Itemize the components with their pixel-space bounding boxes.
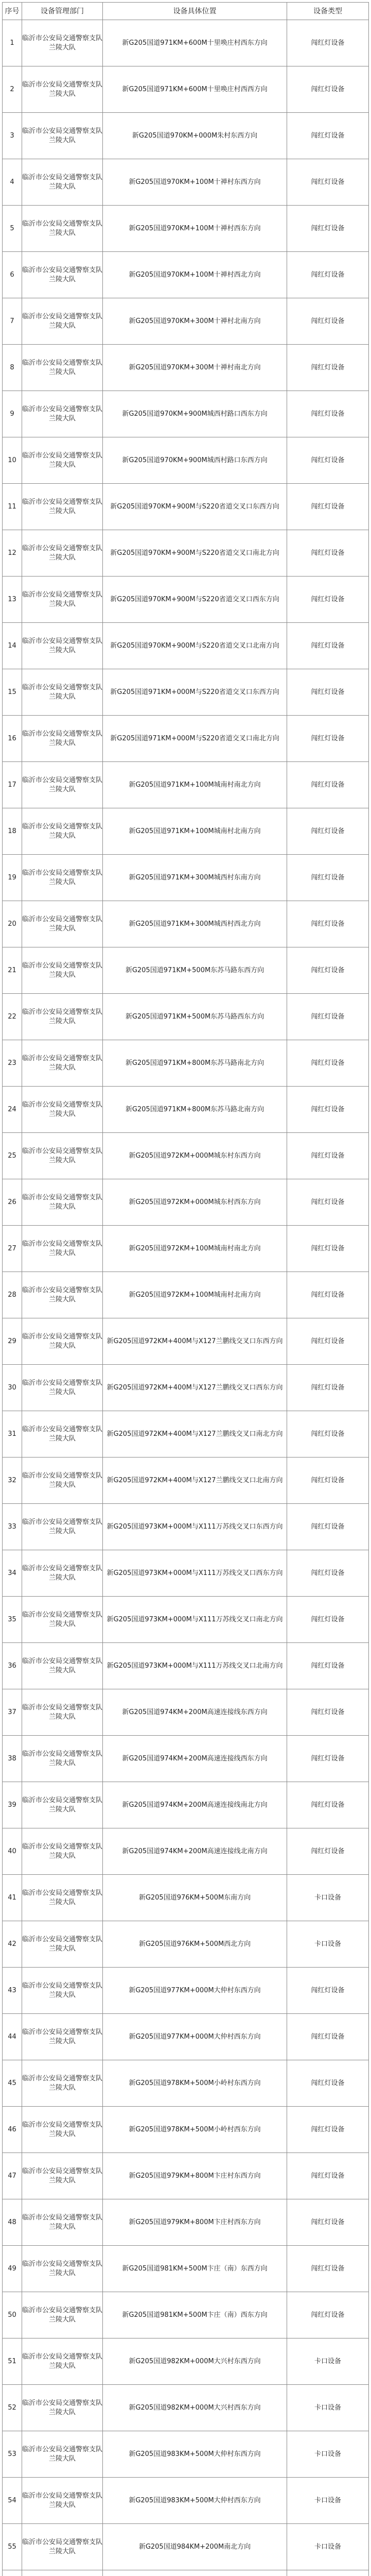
- table-row: [3, 1689, 369, 1736]
- row-location: 新G205国道970KM+900M与S220省道交叉口西东方向: [103, 577, 287, 623]
- row-location: 新G205国道971KM+100M城南村北南方向: [103, 808, 287, 855]
- table-row: [3, 2385, 369, 2431]
- row-dept: 临沂市公安局交通警察支队兰陵大队: [22, 345, 103, 391]
- row-dept: 临沂市公安局交通警察支队兰陵大队: [22, 2292, 103, 2338]
- table-row: [3, 1736, 369, 1782]
- row-dept: 临沂市公安局交通警察支队兰陵大队: [22, 808, 103, 855]
- row-type: 闯红灯设备: [287, 1318, 369, 1365]
- row-no: 24: [3, 1087, 22, 1133]
- table-row: [3, 1921, 369, 1968]
- row-type: 闯红灯设备: [287, 669, 369, 716]
- row-type: 卡口设备: [287, 1875, 369, 1921]
- table-row: [3, 994, 369, 1040]
- row-no: 1: [3, 20, 22, 66]
- table-row: [3, 855, 369, 901]
- row-no: 4: [3, 159, 22, 206]
- table-row: [3, 1411, 369, 1458]
- table-row: [3, 2014, 369, 2060]
- row-location: 新G205国道972KM+100M城南村北南方向: [103, 1272, 287, 1318]
- row-dept: 临沂市公安局交通警察支队兰陵大队: [22, 20, 103, 66]
- row-no: 48: [3, 2199, 22, 2246]
- row-dept: 临沂市公安局交通警察支队兰陵大队: [22, 716, 103, 762]
- row-location: 新G205国道972KM+000M城东村东西方向: [103, 1133, 287, 1179]
- row-location: 新G205国道970KM+300M十禅村北南方向: [103, 298, 287, 345]
- row-location: 新G205国道983KM+500M大仲村西东方向: [103, 2478, 287, 2524]
- row-no: 38: [3, 1736, 22, 1782]
- row-no: 26: [3, 1179, 22, 1226]
- row-no: 50: [3, 2292, 22, 2338]
- row-type: 卡口设备: [287, 2338, 369, 2385]
- row-type: 闯红灯设备: [287, 2107, 369, 2153]
- row-no: 34: [3, 1550, 22, 1597]
- row-location: 新G205国道981KM+500M卞庄（南）西东方向: [103, 2292, 287, 2338]
- row-no: 35: [3, 1597, 22, 1643]
- row-dept: 临沂市公安局交通警察支队兰陵大队: [22, 2478, 103, 2524]
- row-no: 30: [3, 1365, 22, 1411]
- row-no: 5: [3, 206, 22, 252]
- row-dept: 临沂市公安局交通警察支队兰陵大队: [22, 159, 103, 206]
- row-no: 6: [3, 252, 22, 298]
- row-dept: 临沂市公安局交通警察支队兰陵大队: [22, 1179, 103, 1226]
- row-no: 39: [3, 1782, 22, 1828]
- row-location: 新G205国道970KM+300M十禅村南北方向: [103, 345, 287, 391]
- row-dept: 临沂市公安局交通警察支队兰陵大队: [22, 1921, 103, 1968]
- row-type: 闯红灯设备: [287, 1643, 369, 1689]
- row-dept: 临沂市公安局交通警察支队兰陵大队: [22, 113, 103, 159]
- row-dept: 临沂市公安局交通警察支队兰陵大队: [22, 994, 103, 1040]
- row-dept: 临沂市公安局交通警察支队兰陵大队: [22, 1318, 103, 1365]
- table-row: [3, 623, 369, 669]
- row-dept: 临沂市公安局交通警察支队兰陵大队: [22, 1411, 103, 1458]
- row-location: 新G205国道971KM+100M城南村南北方向: [103, 762, 287, 808]
- row-type: 闯红灯设备: [287, 1226, 369, 1272]
- row-no: 10: [3, 437, 22, 484]
- table-row: [3, 1272, 369, 1318]
- row-location: 新G205国道981KM+500M卞庄（南）东西方向: [103, 2246, 287, 2292]
- table-row: [3, 1504, 369, 1550]
- row-dept: 临沂市公安局交通警察支队兰陵大队: [22, 2107, 103, 2153]
- table-row: [3, 808, 369, 855]
- row-no: 9: [3, 391, 22, 437]
- row-dept: 临沂市公安局交通警察支队兰陵大队: [22, 2153, 103, 2199]
- table-row: [3, 345, 369, 391]
- table-row: [3, 1133, 369, 1179]
- row-no: 19: [3, 855, 22, 901]
- row-type: 闯红灯设备: [287, 1504, 369, 1550]
- row-type: 闯红灯设备: [287, 1782, 369, 1828]
- row-type: 闯红灯设备: [287, 1597, 369, 1643]
- row-dept: 临沂市公安局交通警察支队兰陵大队: [22, 855, 103, 901]
- table-row: [3, 1597, 369, 1643]
- device-table: [2, 2, 369, 2576]
- row-location: 新G205国道984KM+200M南北方向: [103, 2524, 287, 2570]
- table-row: [3, 2431, 369, 2478]
- row-type: 闯红灯设备: [287, 159, 369, 206]
- row-type: 闯红灯设备: [287, 391, 369, 437]
- row-dept: 临沂市公安局交通警察支队兰陵大队: [22, 1736, 103, 1782]
- row-location: 新G205国道972KM+400M与X127兰鹏线交叉口东西方向: [103, 1318, 287, 1365]
- row-type: 闯红灯设备: [287, 1689, 369, 1736]
- row-dept: 临沂市公安局交通警察支队兰陵大队: [22, 2246, 103, 2292]
- row-no: 11: [3, 484, 22, 530]
- row-dept: 临沂市公安局交通警察支队兰陵大队: [22, 1504, 103, 1550]
- header-location: 设备具体位置: [103, 3, 287, 20]
- row-location: 新G205国道973KM+000M与X111万苏线交叉口西东方向: [103, 1550, 287, 1597]
- row-no: 20: [3, 901, 22, 947]
- row-location: 新G205国道972KM+000M城东村西东方向: [103, 1179, 287, 1226]
- table-row: [3, 2060, 369, 2107]
- row-dept: 临沂市公安局交通警察支队兰陵大队: [22, 437, 103, 484]
- row-dept: 临沂市公安局交通警察支队兰陵大队: [22, 1133, 103, 1179]
- row-location: 新G205国道970KM+100M十禅村西北方向: [103, 252, 287, 298]
- row-dept: 临沂市公安局交通警察支队兰陵大队: [22, 1365, 103, 1411]
- row-no: 55: [3, 2524, 22, 2570]
- row-dept: 临沂市公安局交通警察支队兰陵大队: [22, 2199, 103, 2246]
- row-no: 32: [3, 1458, 22, 1504]
- row-dept: 临沂市公安局交通警察支队兰陵大队: [22, 252, 103, 298]
- row-type: 闯红灯设备: [287, 855, 369, 901]
- row-type: 闯红灯设备: [287, 530, 369, 577]
- row-dept: 临沂市公安局交通警察支队兰陵大队: [22, 298, 103, 345]
- table-row: [3, 113, 369, 159]
- table-row: [3, 901, 369, 947]
- device-table-body: [3, 3, 369, 2576]
- row-type: 闯红灯设备: [287, 66, 369, 113]
- row-location: 新G205国道974KM+200M高速连接线西东方向: [103, 1736, 287, 1782]
- row-dept: 临沂市公安局交通警察支队兰陵大队: [22, 2431, 103, 2478]
- row-no: 3: [3, 113, 22, 159]
- row-type: 闯红灯设备: [287, 2014, 369, 2060]
- row-type: 闯红灯设备: [287, 484, 369, 530]
- row-location: 新G205国道971KM+800M东苏马路南北方向: [103, 1040, 287, 1087]
- row-location: 新G205国道978KM+500M小岭村西东方向: [103, 2107, 287, 2153]
- row-type: 闯红灯设备: [287, 2199, 369, 2246]
- row-type: 闯红灯设备: [287, 947, 369, 994]
- row-no: 28: [3, 1272, 22, 1318]
- row-location: 新G205国道974KM+200M高速连接线南北方向: [103, 1782, 287, 1828]
- row-no: 23: [3, 1040, 22, 1087]
- row-no: 13: [3, 577, 22, 623]
- table-row: [3, 2338, 369, 2385]
- row-dept: 临沂市公安局交通警察支队兰陵大队: [22, 1828, 103, 1875]
- row-type: 闯红灯设备: [287, 1968, 369, 2014]
- row-dept: 临沂市公安局交通警察支队兰陵大队: [22, 2385, 103, 2431]
- row-location: 新G205国道971KM+300M城西村东南方向: [103, 855, 287, 901]
- row-dept: 临沂市公安局交通警察支队兰陵大队: [22, 391, 103, 437]
- row-location: 新G205国道971KM+600M十里唤庄村西西方向: [103, 66, 287, 113]
- row-no: 52: [3, 2385, 22, 2431]
- header-row: [3, 3, 369, 20]
- row-type: 闯红灯设备: [287, 577, 369, 623]
- row-type: 闯红灯设备: [287, 623, 369, 669]
- table-row: [3, 2199, 369, 2246]
- table-row: [3, 1365, 369, 1411]
- table-row: [3, 2524, 369, 2570]
- table-row: [3, 206, 369, 252]
- row-dept: 临沂市公安局交通警察支队兰陵大队: [22, 1597, 103, 1643]
- row-location: 新G205国道983KM+500M大仲村东西方向: [103, 2431, 287, 2478]
- row-dept: 临沂市公安局交通警察支队兰陵大队: [22, 1550, 103, 1597]
- table-row: [3, 2570, 369, 2576]
- row-type: 闯红灯设备: [287, 2246, 369, 2292]
- row-location: [103, 2570, 287, 2576]
- row-type: 闯红灯设备: [287, 1087, 369, 1133]
- row-no: 2: [3, 66, 22, 113]
- table-row: [3, 1550, 369, 1597]
- row-dept: 临沂市公安局交通警察支队兰陵大队: [22, 1040, 103, 1087]
- row-type: 卡口设备: [287, 2385, 369, 2431]
- row-dept: 临沂市公安局交通警察支队兰陵大队: [22, 1968, 103, 2014]
- row-no: 29: [3, 1318, 22, 1365]
- row-dept: 临沂市公安局交通警察支队兰陵大队: [22, 484, 103, 530]
- table-row: [3, 484, 369, 530]
- header-type: 设备类型: [287, 3, 369, 20]
- row-dept: 临沂市公安局交通警察支队兰陵大队: [22, 206, 103, 252]
- row-location: 新G205国道970KM+000M朱村东西方向: [103, 113, 287, 159]
- row-location: 新G205国道970KM+900M与S220省道交叉口东西方向: [103, 484, 287, 530]
- table-row: [3, 66, 369, 113]
- row-type: 卡口设备: [287, 2478, 369, 2524]
- table-row: [3, 1318, 369, 1365]
- row-no: 8: [3, 345, 22, 391]
- table-row: [3, 1179, 369, 1226]
- row-type: 闯红灯设备: [287, 1736, 369, 1782]
- row-location: 新G205国道977KM+000M大仲村西东方向: [103, 2014, 287, 2060]
- row-dept: 临沂市公安局交通警察支队兰陵大队: [22, 1272, 103, 1318]
- row-type: 闯红灯设备: [287, 2153, 369, 2199]
- row-location: 新G205国道971KM+500M东苏马路西东方向: [103, 994, 287, 1040]
- row-no: 51: [3, 2338, 22, 2385]
- row-type: 闯红灯设备: [287, 1550, 369, 1597]
- table-row: [3, 669, 369, 716]
- table-row: [3, 1458, 369, 1504]
- row-dept: 临沂市公安局交通警察支队兰陵大队: [22, 2524, 103, 2570]
- table-row: [3, 298, 369, 345]
- row-no: 7: [3, 298, 22, 345]
- table-row: [3, 1968, 369, 2014]
- row-type: 闯红灯设备: [287, 1040, 369, 1087]
- row-type: 闯红灯设备: [287, 901, 369, 947]
- row-location: 新G205国道972KM+400M与X127兰鹏线交叉口西东方向: [103, 1365, 287, 1411]
- row-dept: 临沂市公安局交通警察支队兰陵大队: [22, 947, 103, 994]
- row-type: 闯红灯设备: [287, 762, 369, 808]
- row-location: 新G205国道971KM+000M与S220省道交叉口南北方向: [103, 716, 287, 762]
- row-no: 43: [3, 1968, 22, 2014]
- table-row: [3, 530, 369, 577]
- row-type: 闯红灯设备: [287, 206, 369, 252]
- row-type: 闯红灯设备: [287, 1458, 369, 1504]
- header-dept: 设备管理部门: [22, 3, 103, 20]
- row-location: 新G205国道978KM+500M小岭村东西方向: [103, 2060, 287, 2107]
- table-row: [3, 947, 369, 994]
- row-no: 31: [3, 1411, 22, 1458]
- row-location: 新G205国道971KM+800M东苏马路北南方向: [103, 1087, 287, 1133]
- row-dept: 临沂市公安局交通警察支队兰陵大队: [22, 1643, 103, 1689]
- row-location: 新G205国道971KM+500M东苏马路东西方向: [103, 947, 287, 994]
- table-row: [3, 716, 369, 762]
- table-row: [3, 437, 369, 484]
- table-row: [3, 20, 369, 66]
- row-dept: 临沂市公安局交通警察支队兰陵大队: [22, 1689, 103, 1736]
- row-type: 闯红灯设备: [287, 1133, 369, 1179]
- row-dept: 临沂市公安局交通警察支队兰陵大队: [22, 762, 103, 808]
- row-dept: 临沂市公安局交通警察支队兰陵大队: [22, 2060, 103, 2107]
- row-location: 新G205国道972KM+400M与X127兰鹏线交叉口北南方向: [103, 1458, 287, 1504]
- row-location: 新G205国道972KM+400M与X127兰鹏线交叉口南北方向: [103, 1411, 287, 1458]
- row-no: 27: [3, 1226, 22, 1272]
- row-no: 17: [3, 762, 22, 808]
- row-type: 闯红灯设备: [287, 1272, 369, 1318]
- row-no: 16: [3, 716, 22, 762]
- row-type: 闯红灯设备: [287, 252, 369, 298]
- row-location: 新G205国道971KM+300M城西村西北方向: [103, 901, 287, 947]
- row-dept: 临沂市公安局交通警察支队兰陵大队: [22, 66, 103, 113]
- row-dept: 临沂市公安局交通警察支队兰陵大队: [22, 901, 103, 947]
- row-no: 22: [3, 994, 22, 1040]
- row-location: 新G205国道979KM+800M卞庄村东西方向: [103, 2153, 287, 2199]
- row-type: 闯红灯设备: [287, 2292, 369, 2338]
- table-row: [3, 2107, 369, 2153]
- row-type: 闯红灯设备: [287, 2060, 369, 2107]
- table-row: [3, 391, 369, 437]
- row-no: 40: [3, 1828, 22, 1875]
- table-row: [3, 762, 369, 808]
- row-location: 新G205国道970KM+100M十禅村西东方向: [103, 206, 287, 252]
- row-type: 卡口设备: [287, 2431, 369, 2478]
- row-dept: 临沂市公安局交通警察支队兰陵大队: [22, 1087, 103, 1133]
- row-location: 新G205国道973KM+000M与X111万苏线交叉口南北方向: [103, 1597, 287, 1643]
- row-type: 闯红灯设备: [287, 1179, 369, 1226]
- row-location: 新G205国道970KM+900M与S220省道交叉口南北方向: [103, 530, 287, 577]
- row-no: 54: [3, 2478, 22, 2524]
- row-dept: 临沂市公安局交通警察支队兰陵大队: [22, 2338, 103, 2385]
- row-type: 闯红灯设备: [287, 716, 369, 762]
- table-row: [3, 1226, 369, 1272]
- row-no: 33: [3, 1504, 22, 1550]
- row-type: 闯红灯设备: [287, 298, 369, 345]
- row-location: 新G205国道982KM+000M大兴村西东方向: [103, 2385, 287, 2431]
- row-no: 45: [3, 2060, 22, 2107]
- row-no: 12: [3, 530, 22, 577]
- table-row: [3, 577, 369, 623]
- row-no: 37: [3, 1689, 22, 1736]
- table-row: [3, 1875, 369, 1921]
- row-location: 新G205国道971KM+600M十里唤庄村西东方向: [103, 20, 287, 66]
- row-type: 卡口设备: [287, 1921, 369, 1968]
- row-location: 新G205国道977KM+000M大仲村东西方向: [103, 1968, 287, 2014]
- row-no: [3, 2570, 22, 2576]
- row-no: 21: [3, 947, 22, 994]
- row-no: 47: [3, 2153, 22, 2199]
- header-no: 序号: [3, 3, 22, 20]
- table-row: [3, 2478, 369, 2524]
- row-type: 闯红灯设备: [287, 20, 369, 66]
- row-type: 闯红灯设备: [287, 994, 369, 1040]
- row-type: 卡口设备: [287, 2524, 369, 2570]
- row-type: 闯红灯设备: [287, 1828, 369, 1875]
- row-dept: 临沂市公安局交通警察支队兰陵大队: [22, 577, 103, 623]
- row-no: 14: [3, 623, 22, 669]
- table-row: [3, 159, 369, 206]
- row-dept: 临沂市公安局交通警察支队兰陵大队: [22, 1458, 103, 1504]
- row-no: 49: [3, 2246, 22, 2292]
- table-row: [3, 1040, 369, 1087]
- row-location: 新G205国道979KM+800M卞庄村西东方向: [103, 2199, 287, 2246]
- row-dept: [22, 2570, 103, 2576]
- row-location: 新G205国道974KM+200M高速连接线北南方向: [103, 1828, 287, 1875]
- row-no: 36: [3, 1643, 22, 1689]
- row-type: 闯红灯设备: [287, 1365, 369, 1411]
- table-row: [3, 252, 369, 298]
- row-location: 新G205国道982KM+000M大兴村东西方向: [103, 2338, 287, 2385]
- row-dept: 临沂市公安局交通警察支队兰陵大队: [22, 1226, 103, 1272]
- row-no: 46: [3, 2107, 22, 2153]
- row-location: 新G205国道970KM+100M十禅村东西方向: [103, 159, 287, 206]
- row-no: 25: [3, 1133, 22, 1179]
- row-location: 新G205国道976KM+500M东南方向: [103, 1875, 287, 1921]
- table-row: [3, 2292, 369, 2338]
- row-no: 44: [3, 2014, 22, 2060]
- row-dept: 临沂市公安局交通警察支队兰陵大队: [22, 2014, 103, 2060]
- row-location: 新G205国道973KM+000M与X111万苏线交叉口东西方向: [103, 1504, 287, 1550]
- row-no: 42: [3, 1921, 22, 1968]
- row-no: 53: [3, 2431, 22, 2478]
- row-location: 新G205国道974KM+200M高速连接线东西方向: [103, 1689, 287, 1736]
- row-type: 闯红灯设备: [287, 113, 369, 159]
- table-row: [3, 1643, 369, 1689]
- row-type: [287, 2570, 369, 2576]
- row-location: 新G205国道970KM+900M城西村路口西东方向: [103, 391, 287, 437]
- row-type: 闯红灯设备: [287, 808, 369, 855]
- table-row: [3, 2246, 369, 2292]
- row-type: 闯红灯设备: [287, 1411, 369, 1458]
- row-location: 新G205国道972KM+100M城南村南北方向: [103, 1226, 287, 1272]
- row-dept: 临沂市公安局交通警察支队兰陵大队: [22, 1875, 103, 1921]
- row-no: 15: [3, 669, 22, 716]
- row-no: 18: [3, 808, 22, 855]
- row-location: 新G205国道976KM+500M西北方向: [103, 1921, 287, 1968]
- row-location: 新G205国道970KM+900M城西村路口东西方向: [103, 437, 287, 484]
- table-row: [3, 1828, 369, 1875]
- row-location: 新G205国道970KM+900M与S220省道交叉口北南方向: [103, 623, 287, 669]
- row-dept: 临沂市公安局交通警察支队兰陵大队: [22, 669, 103, 716]
- row-dept: 临沂市公安局交通警察支队兰陵大队: [22, 1782, 103, 1828]
- row-type: 闯红灯设备: [287, 437, 369, 484]
- row-type: 闯红灯设备: [287, 345, 369, 391]
- row-dept: 临沂市公安局交通警察支队兰陵大队: [22, 530, 103, 577]
- row-dept: 临沂市公安局交通警察支队兰陵大队: [22, 623, 103, 669]
- row-location: 新G205国道971KM+000M与S220省道交叉口东西方向: [103, 669, 287, 716]
- table-row: [3, 2153, 369, 2199]
- row-location: 新G205国道973KM+000M与X111万苏线交叉口北南方向: [103, 1643, 287, 1689]
- table-row: [3, 1087, 369, 1133]
- row-no: 41: [3, 1875, 22, 1921]
- table-row: [3, 1782, 369, 1828]
